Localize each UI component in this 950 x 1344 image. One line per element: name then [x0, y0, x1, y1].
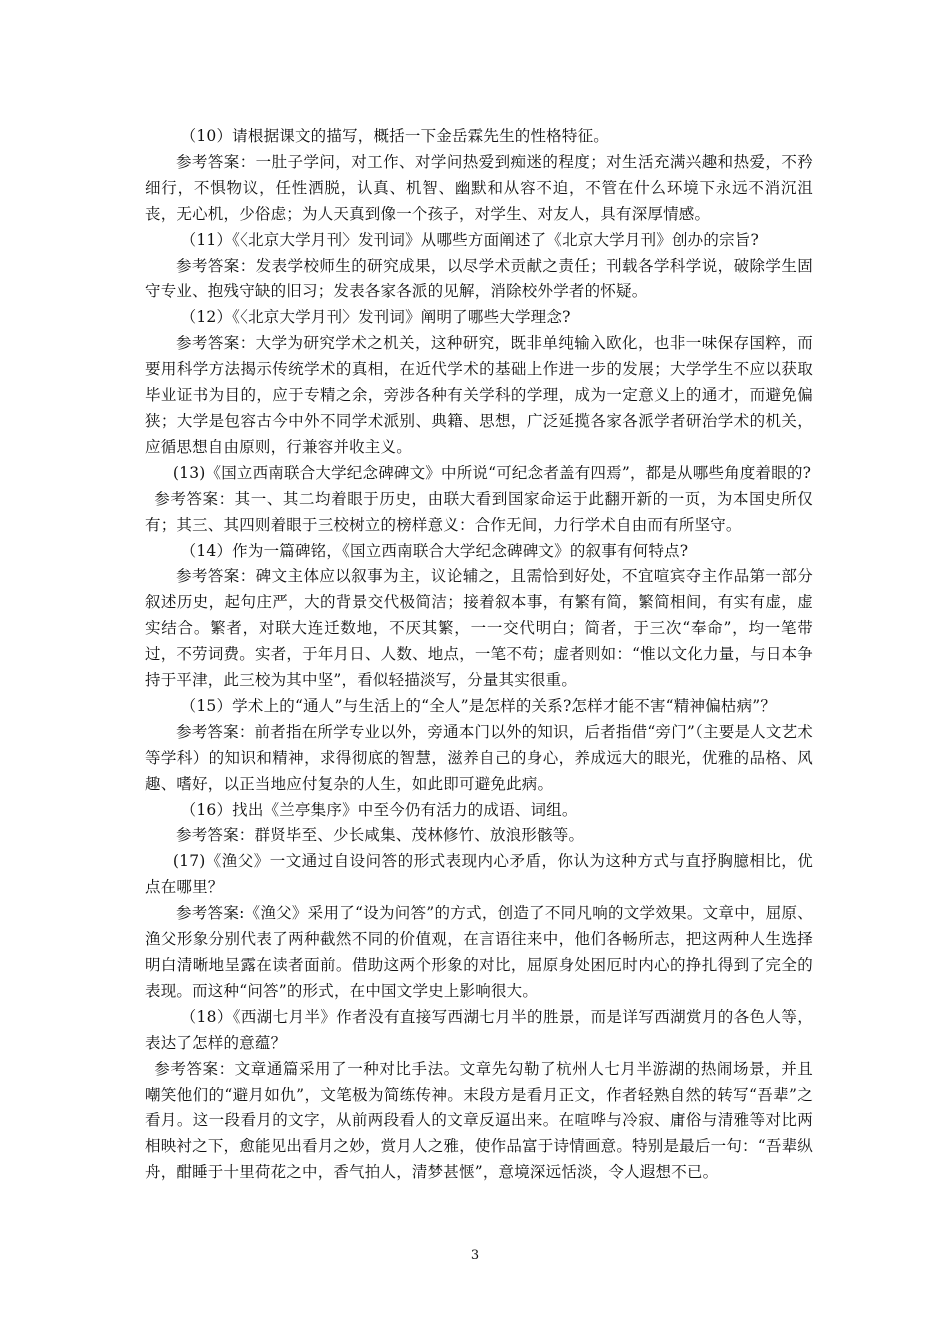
question-15: （15）学术上的“通人”与生活上的“全人”是怎样的关系?怎样才能不害“精神偏枯病”？: [180, 696, 777, 715]
question-11: （11）《〈北京大学月刊〉发刊词》从哪些方面阐述了《北京大学月刊》创办的宗旨?: [180, 230, 759, 249]
answer-14: 参考答案：碑文主体应以叙事为主，议论辅之，且需恰到好处，不宜喧宾夺主作品第一部分叙述历史，起句庄严，大的背景交代极简洁；接着叙本事，有繁有简，繁简相间，有实有虚，虚实结合。繁者，对联大连迁数地，不厌其繁，一一交代明白；简者，于三次“奉命”，均一笔带过，不劳词费。实者，于年月日、人数、地点，一笔不苟；虚者则如：“惟以文化力量，与日本争持于平津，此三校为其中坚”，看似轻描淡写，分量其实很重。: [145, 567, 813, 690]
question-12: （12）《〈北京大学月刊〉发刊词》阐明了哪些大学理念?: [180, 308, 571, 327]
page-number: 3: [470, 1248, 480, 1263]
document-body: [145, 124, 813, 1186]
answer-12: 参考答案：大学为研究学术之机关，这种研究，既非单纯输入欧化，也非一味保存国粹，而要用科学方法揭示传统学术的真相，在近代学术的基础上作进一步的发展；大学学生不应以获取毕业证书为目的，应于专精之余，旁涉各种有关学科的学理，成为一定意义上的通才，而避免偏狭；大学是包容古今中外不同学术派别、典籍、思想，广泛延揽各家各派学者研治学术的机关，应循思想自由原则，行兼容并收主义。: [145, 334, 813, 456]
question-14: （14）作为一篇碑铭，《国立西南联合大学纪念碑碑文》的叙事有何特点?: [180, 541, 689, 560]
question-16: （16）找出《兰亭集序》中至今仍有活力的成语、词组。: [180, 800, 578, 819]
question-17: (17)《渔父》一文通过自设问答的形式表现内心矛盾，你认为这种方式与直抒胸臆相比，优点在哪里？: [145, 852, 813, 897]
answer-11: 参考答案：发表学校师生的研究成果，以尽学术贡献之责任；刊载各学科学说，破除学生固守专业、抱残守缺的旧习；发表各家各派的见解，消除校外学者的怀疑。: [145, 256, 813, 301]
answer-18: 参考答案：文章通篇采用了一种对比手法。文章先勾勒了杭州人七月半游湖的热闹场景，并且嘲笑他们的“避月如仇”，文笔极为简练传神。末段方是看月正文，作者轻熟自然的转写“吾辈”之看月。这一段看月的文字，从前两段看人的文章反逼出来。在喧哗与冷寂、庸俗与清雅等对比两相映衬之下，愈能见出看月之妙，赏月人之雅，使作品富于诗情画意。特别是最后一句：“吾辈纵舟，酣睡于十里荷花之中，香气拍人，清梦甚惬”，意境深远恬淡，令人遐想不已。: [145, 1059, 813, 1182]
question-18: （18）《西湖七月半》作者没有直接写西湖七月半的胜景，而是详写西湖赏月的各色人等，表达了怎样的意蕴？: [145, 1007, 813, 1052]
answer-10: 参考答案：一肚子学问，对工作、对学问热爱到痴迷的程度；对生活充满兴趣和热爱，不矜细行，不惧物议，任性洒脱，认真、机智、幽默和从容不迫，不管在什么环境下永远不消沉沮丧，无心机，少俗虑；为人天真到像一个孩子，对学生、对友人，具有深厚情感。: [145, 152, 813, 223]
answer-17: 参考答案:《渔父》采用了“设为问答”的方式，创造了不同凡响的文学效果。文章中，屈原、渔父形象分别代表了两种截然不同的价值观，在言语往来中，他们各畅所志，把这两种人生选择明白清晰地呈露在读者面前。借助这两个形象的对比，屈原身处困厄时内心的挣扎得到了完全的表现。而这种“问答”的形式，在中国文学史上影响很大。: [145, 904, 813, 1000]
question-13: (13)《国立西南联合大学纪念碑碑文》中所说“可纪念者盖有四焉”，都是从哪些角度着眼的?: [172, 463, 812, 482]
question-10: （10）请根据课文的描写，概括一下金岳霖先生的性格特征。: [180, 127, 609, 145]
answer-15: 参考答案：前者指在所学专业以外，旁通本门以外的知识，后者指借“旁门”（主要是人文艺术等学科）的知识和精神，求得彻底的智慧，滋养自己的身心，养成远大的眼光，优雅的品格、风趣、嗜好，以正当地应付复杂的人生，如此即可避免此病。: [145, 722, 813, 793]
answer-16: 参考答案：群贤毕至、少长咸集、茂林修竹、放浪形骸等。: [176, 826, 585, 845]
answer-13: 参考答案：其一、其二均着眼于历史，由联大看到国家命运于此翻开新的一页，为本国史所仅有；其三、其四则着眼于三校树立的榜样意义：合作无间，力行学术自由而有所坚守。: [145, 489, 813, 534]
